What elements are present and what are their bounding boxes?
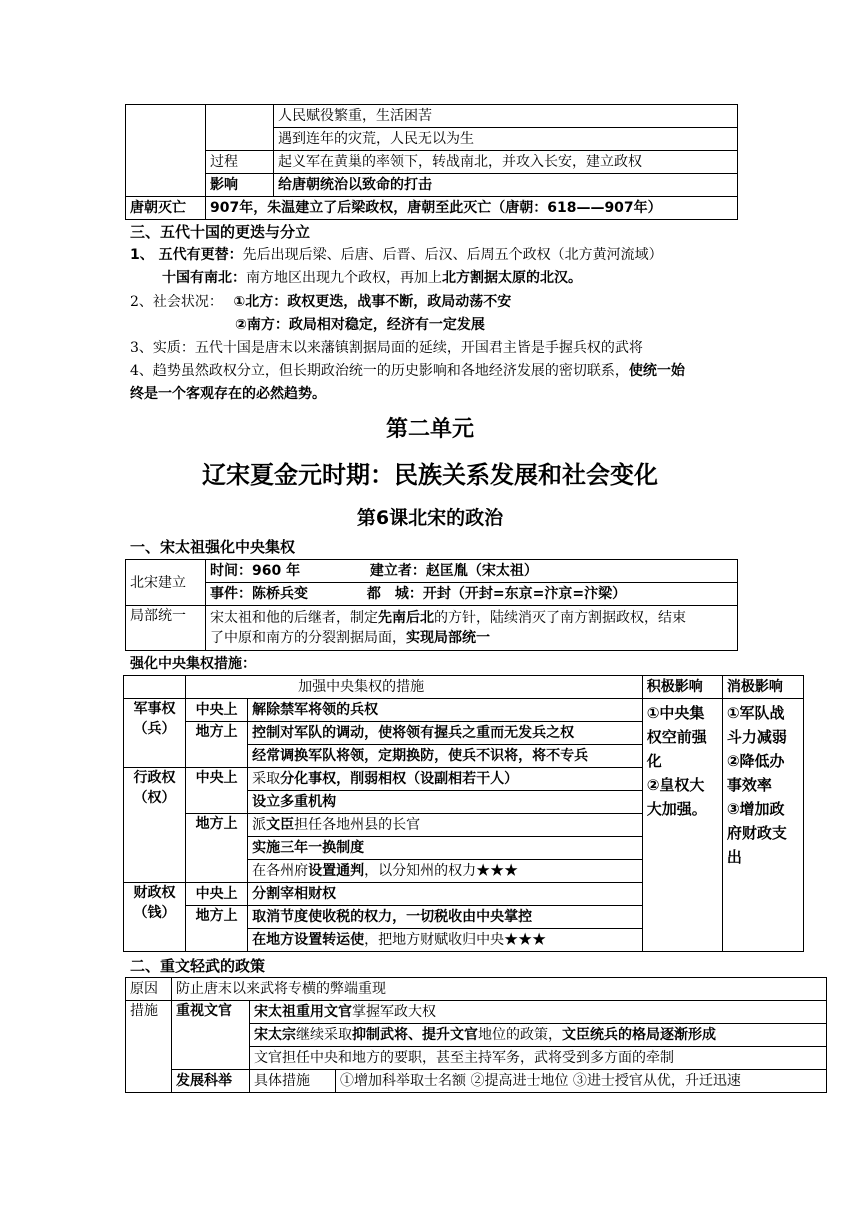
rebellion-table: [125, 104, 738, 220]
founding-label: 北宋建立: [126, 560, 206, 606]
measure: 经常调换军队将领，定期换防，使兵不识将，将不专兵: [248, 745, 643, 768]
text: 地位的政策，: [478, 1027, 562, 1043]
bold-term: 十国有南北：: [162, 270, 246, 286]
unit-subtitle: 辽宋夏金元时期：民族关系发展和社会变化: [202, 461, 658, 489]
wen-table: [125, 977, 827, 1093]
cause-row: 遇到连年的灾荒，人民无以为生: [274, 128, 738, 151]
text: 宋太祖和他的后继者，制定: [210, 610, 378, 626]
section-title: 一、宋太祖强化中央集权: [130, 538, 296, 556]
local-label: 地方上: [186, 906, 248, 952]
measure: [248, 860, 643, 883]
blank-cell: [126, 105, 206, 197]
measure-label: 措施: [126, 1001, 172, 1093]
paragraph: [162, 268, 582, 288]
keju-label: 发展科举: [172, 1070, 250, 1093]
bold-term: 文臣: [266, 817, 295, 833]
text: 南方地区出现九个政权，再加上: [246, 270, 442, 286]
text: 在各州府: [252, 863, 309, 879]
time: 时间：960 年: [210, 563, 301, 579]
positive-impact: ①中央集权空前强化 ②皇权大大加强。: [642, 699, 722, 952]
paragraph: ②南方：政局相对稳定，经济有一定发展: [235, 317, 485, 333]
text: 先后出现后梁、后唐、后晋、后汉、后周五个政权（北方黄河流域）: [242, 247, 663, 263]
measure: 取消节度使收税的权力，一切税收由中央掌控: [248, 906, 643, 929]
local-label: 地方上: [186, 722, 248, 768]
measure: [248, 768, 643, 791]
bold-term: 分化事权，削弱相权（设副相若干人）: [280, 771, 519, 787]
process-text: 起义军在黄巢的率领下，转战南北，并攻入长安，建立政权: [274, 151, 738, 174]
measure: [248, 814, 643, 837]
section-title: 三、五代十国的更迭与分立: [130, 223, 311, 241]
central-label: 中央上: [186, 699, 248, 722]
founding-time-row: [206, 560, 738, 583]
finance-label: 财政权 （钱）: [124, 883, 186, 952]
measure: 设立多重机构: [248, 791, 643, 814]
reason-label: 原因: [126, 978, 172, 1001]
founding-table: [125, 559, 738, 651]
text: 掌握军政大权: [352, 1004, 436, 1020]
header-measures: 加强中央集权的措施: [186, 676, 643, 699]
measure: [248, 929, 643, 952]
measure-row: 文官担任中央和地方的要职，甚至主持军务，武将受到多方面的牵制: [250, 1047, 827, 1070]
cause-row: 人民赋役繁重，生活困苦: [274, 105, 738, 128]
measures-table: [123, 675, 804, 952]
admin-label: 行政权 （权）: [124, 768, 186, 883]
measure: 分割宰相财权: [248, 883, 643, 906]
text: 派: [252, 817, 267, 833]
negative-impact: ①军队战斗力减弱 ②降低办事效率 ③增加政府财政支出: [722, 699, 803, 952]
unify-label: 局部统一: [126, 606, 206, 651]
bold-term: 宋太宗: [254, 1027, 296, 1043]
bold-term: ①北方：政权更迭，战事不断，政局动荡不安: [233, 294, 512, 310]
capital-label: 都 城：: [366, 586, 423, 602]
central-label: 中央上: [186, 768, 248, 814]
founder: 建立者：赵匡胤（宋太祖）: [369, 563, 538, 579]
text: 2、社会状况：: [130, 294, 223, 310]
process-label: 过程: [206, 151, 274, 174]
paragraph: 3、实质：五代十国是唐末以来藩镇割据局面的延续，开国君主皆是手握兵权的武将: [130, 340, 643, 356]
bold-term: 1、 五代有更替：: [130, 247, 243, 263]
unit-title: 第二单元: [385, 417, 474, 442]
event: 事件：陈桥兵变: [210, 586, 308, 602]
paragraph: [130, 361, 685, 381]
measure: 控制对军队的调动，使将领有握兵之重而无发兵之权: [248, 722, 643, 745]
bold-term: 北方割据太原的北汉。: [442, 270, 582, 286]
bold-term: 文臣统兵的格局逐渐形成: [562, 1027, 716, 1043]
paragraph: [130, 292, 511, 312]
keju-sub: 具体措施: [250, 1070, 336, 1093]
bold-term: 使统一始: [628, 363, 685, 379]
paragraph: [130, 245, 663, 265]
bold-term: 先南后北: [378, 610, 434, 626]
text: 继续采取: [296, 1027, 352, 1043]
blank-cell: [206, 105, 274, 151]
fall-label: 唐朝灭亡: [126, 197, 206, 220]
bold-term: 实现局部统一: [406, 630, 490, 646]
section-title: 二、重文轻武的政策: [130, 957, 266, 975]
fall-text: 907年，朱温建立了后梁政权，唐朝至此灭亡（唐朝：618——907年）: [206, 197, 738, 220]
capital: 开封（开封=东京=汴京=汴梁）: [422, 586, 627, 602]
text: 的方针，陆续消灭了南方割据政权，结束: [434, 610, 686, 626]
measure-row: [250, 1024, 827, 1047]
measure: 实施三年一换制度: [248, 837, 643, 860]
bold-term: 设置通判: [308, 863, 365, 879]
measure-row: [250, 1001, 827, 1024]
measures-title: 强化中央集权措施：: [130, 656, 256, 672]
wen-label: 重视文官: [172, 1001, 250, 1070]
text: 了中原和南方的分裂割据局面，: [210, 630, 406, 646]
lesson-title: 第6课北宋的政治: [356, 507, 504, 529]
bold-term: 在地方设置转运使: [252, 932, 365, 948]
bold-term: 抑制武将、提升文官: [352, 1027, 478, 1043]
unify-text: [206, 606, 738, 651]
header-positive: 积极影响: [642, 676, 722, 699]
founding-event-row: [206, 583, 738, 606]
text: 担任各地州县的长官: [294, 817, 421, 833]
text: ，以分知州的权力★★★: [364, 863, 519, 879]
text: 4、趋势虽然政权分立，但长期政治统一的历史影响和各地经济发展的密切联系，: [130, 363, 629, 379]
text: ，把地方财赋收归中央★★★: [364, 932, 547, 948]
blank-cell: [124, 676, 186, 699]
paragraph: 终是一个客观存在的必然趋势。: [130, 386, 326, 402]
measure: 解除禁军将领的兵权: [248, 699, 643, 722]
text: 采取: [252, 771, 281, 787]
military-label: 军事权 （兵）: [124, 699, 186, 768]
bold-term: 宋太祖重用文官: [254, 1004, 352, 1020]
keju-text: ①增加科举取士名额 ②提高进士地位 ③进士授官从优，升迁迅速: [336, 1070, 827, 1093]
reason-text: 防止唐末以来武将专横的弊端重现: [172, 978, 827, 1001]
impact-text: 给唐朝统治以致命的打击: [274, 174, 738, 197]
central-label: 中央上: [186, 883, 248, 906]
local-label: 地方上: [186, 814, 248, 883]
header-negative: 消极影响: [722, 676, 803, 699]
impact-label: 影响: [206, 174, 274, 197]
